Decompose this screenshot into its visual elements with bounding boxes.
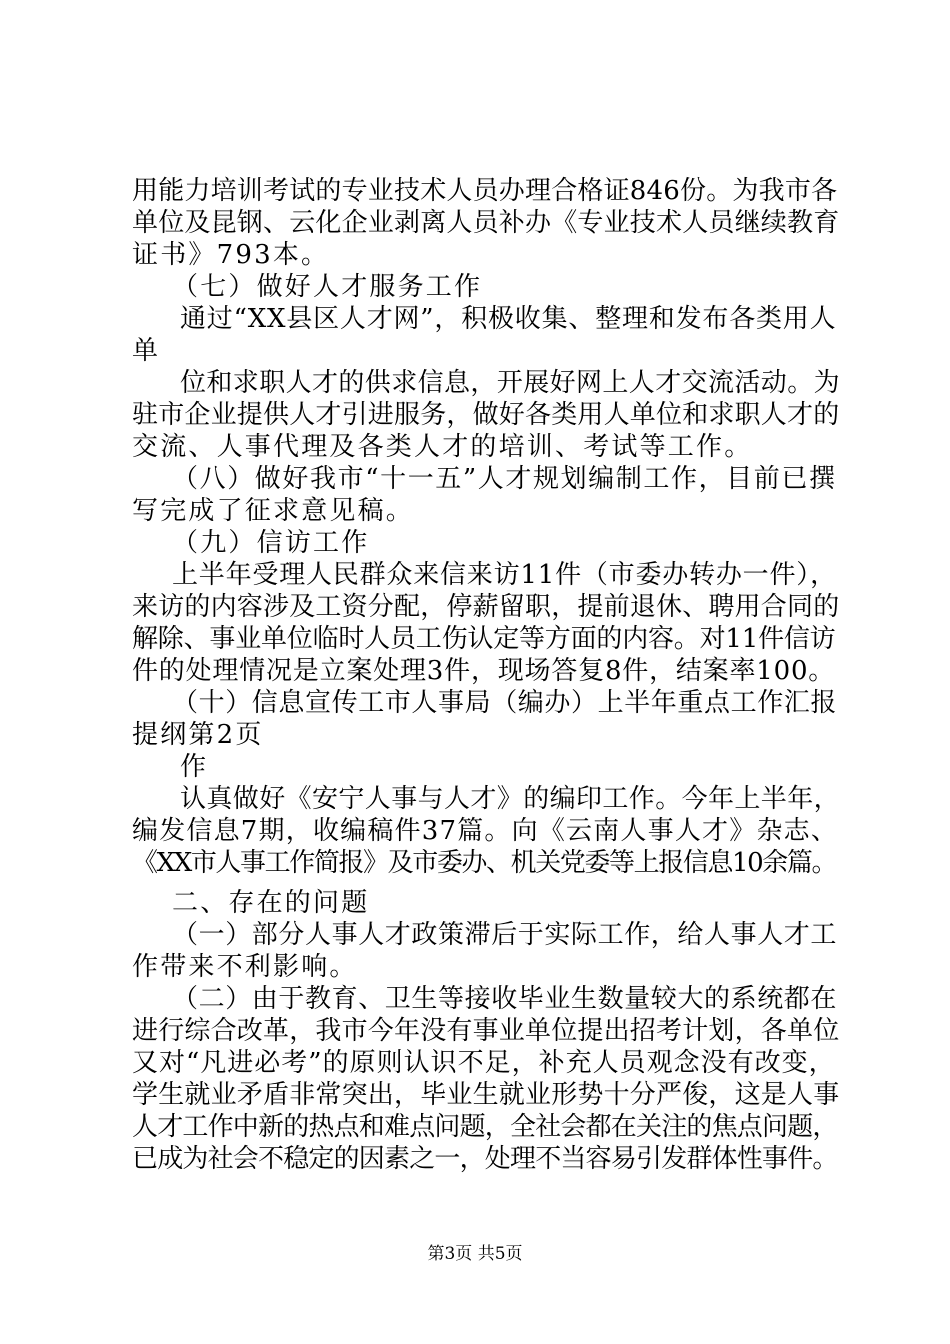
section-heading: （七）做好人才服务工作 [172,272,483,302]
paragraph-line: 编发信息7期，收编稿件37篇。向《云南人事人才》杂志、 [132,816,839,846]
paragraph-line: 单位及昆钢、云化企业剥离人员补办《专业技术人员继续教育 [132,208,840,238]
paragraph-line: 来访的内容涉及工资分配，停薪留职，提前退休、聘用合同的 [132,592,840,622]
paragraph-line: 驻市企业提供人才引进服务，做好各类用人单位和求职人才的 [132,400,840,430]
paragraph-line: 学生就业矛盾非常突出，毕业生就业形势十分严俊，这是人事 [132,1080,840,1110]
paragraph-line: 已成为社会不稳定的因素之一，处理不当容易引发群体性事件。 [132,1144,838,1174]
paragraph-line: 作 [180,752,209,782]
section-heading: （十）信息宣传工市人事局（编办）上半年重点工作汇报 [172,688,838,718]
paragraph-line: 提纲第2页 [132,720,264,750]
paragraph-line: 解除、事业单位临时人员工伤认定等方面的内容。对11件信访 [132,624,836,654]
paragraph-line: 用能力培训考试的专业技术人员办理合格证846份。为我市各 [132,176,838,206]
paragraph-line: 位和求职人才的供求信息，开展好网上人才交流活动。为 [180,368,841,398]
paragraph-line: 单 [132,336,161,366]
section-heading: （二）由于教育、卫生等接收毕业生数量较大的系统都在 [172,984,838,1014]
section-heading: （八）做好我市“十一五”人才规划编制工作，目前已撰 [172,464,837,494]
section-heading: 二、存在的问题 [172,888,370,918]
paragraph-line: 交流、人事代理及各类人才的培训、考试等工作。 [132,432,753,462]
paragraph-line: 上半年受理人民群众来信来访11件（市委办转办一件）， [172,560,837,590]
section-heading: （九）信访工作 [172,528,370,558]
paragraph-line: 《XX市人事工作简报》及市委办、机关党委等上报信息10余篇。 [132,848,837,878]
section-heading: （一）部分人事人才政策滞后于实际工作，给人事人才工 [172,920,838,950]
paragraph-line: 件的处理情况是立案处理3件，现场答复8件，结案率100。 [132,656,836,686]
paragraph-line: 又对“凡进必考”的原则认识不足，补充人员观念没有改变， [132,1048,836,1078]
paragraph-line: 通过“XX县区人才网”，积极收集、整理和发布各类用人 [180,304,837,334]
paragraph-line: 作带来不利影响。 [132,952,358,982]
paragraph-line: 证书》793本。 [132,240,330,270]
page-number-footer: 第3页 共5页 [427,1244,523,1264]
paragraph-line: 认真做好《安宁人事与人才》的编印工作。今年上半年， [180,784,841,814]
paragraph-line: 写完成了征求意见稿。 [132,496,415,526]
paragraph-line: 进行综合改革，我市今年没有事业单位提出招考计划，各单位 [132,1016,840,1046]
paragraph-line: 人才工作中新的热点和难点问题，全社会都在关注的焦点问题， [132,1112,838,1142]
